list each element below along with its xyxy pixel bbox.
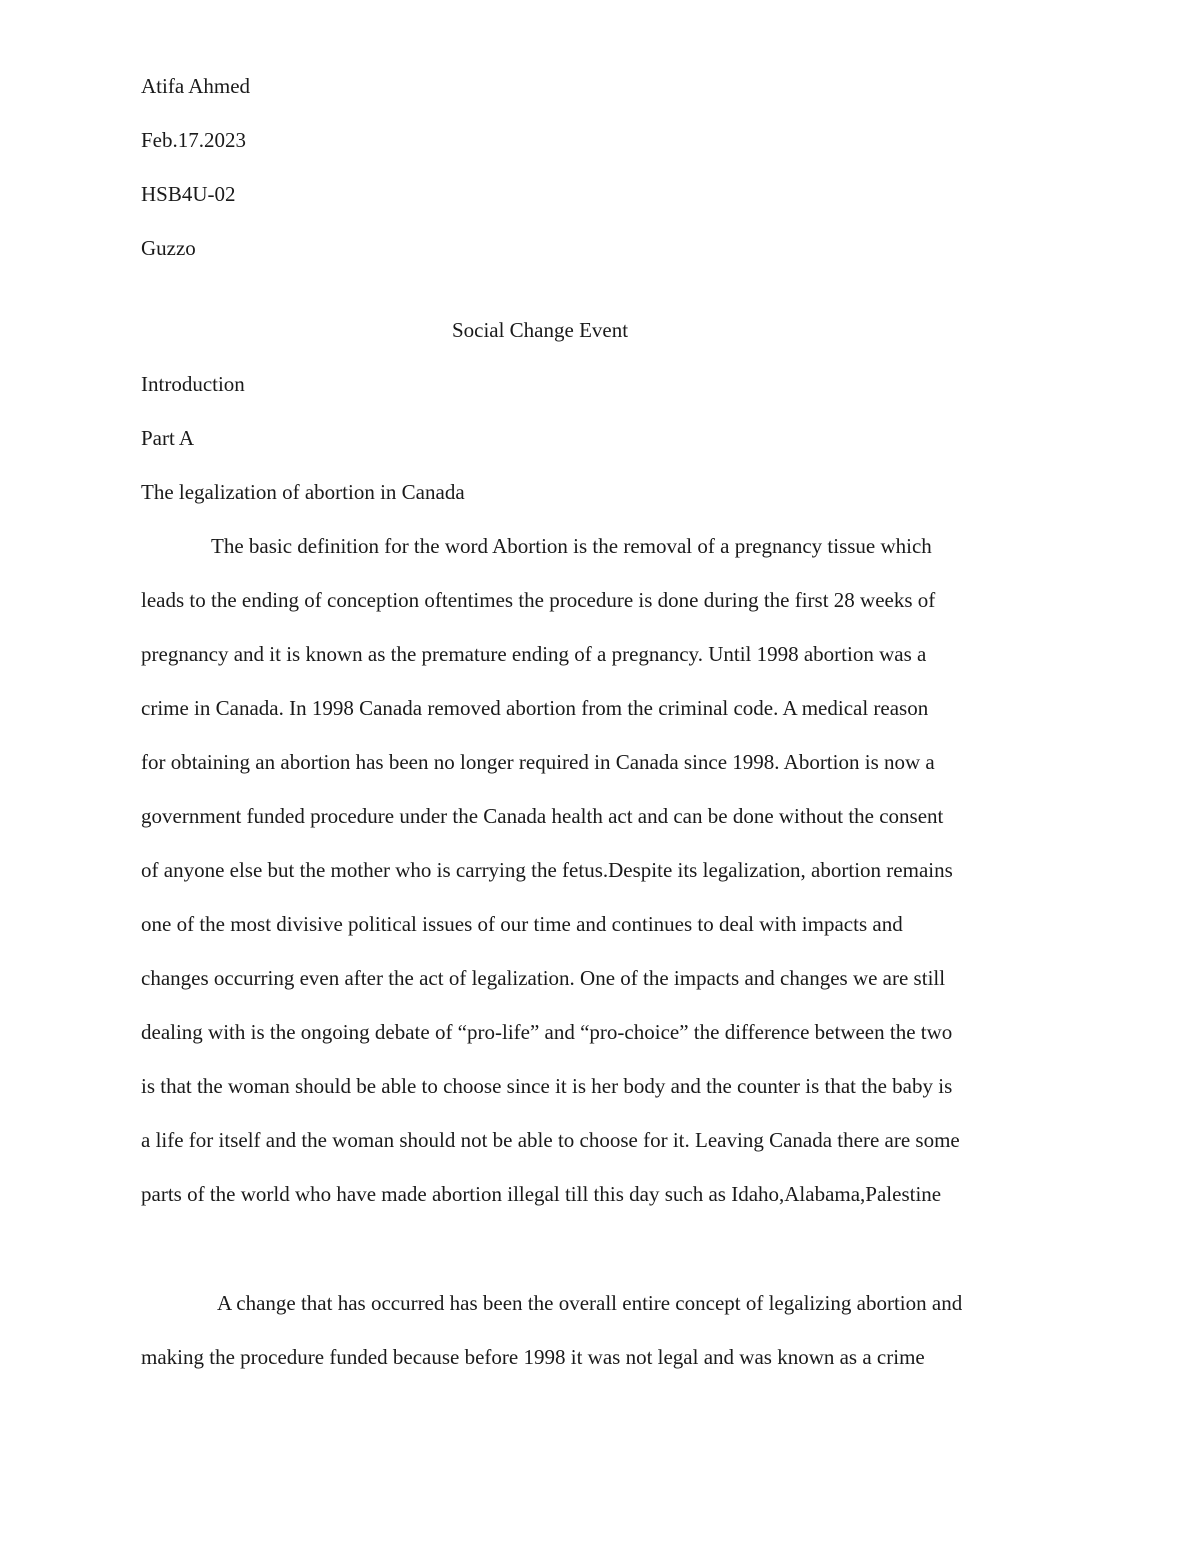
paragraph-line: dealing with is the ongoing debate of “pro-life” and “pro-choice” the difference between the two xyxy=(141,1020,953,1044)
document-date: Feb.17.2023 xyxy=(141,128,246,152)
paragraph-line: making the procedure funded because before 1998 it was not legal and was known as a crime xyxy=(141,1345,925,1369)
section-heading-introduction: Introduction xyxy=(141,372,245,396)
section-heading-topic: The legalization of abortion in Canada xyxy=(141,480,465,504)
section-heading-part: Part A xyxy=(141,426,195,450)
paragraph-line: leads to the ending of conception oftentimes the procedure is done during the first 28 weeks of xyxy=(141,588,936,612)
paragraph-line: one of the most divisive political issues of our time and continues to deal with impacts and xyxy=(141,912,903,936)
paragraph-line: a life for itself and the woman should not be able to choose for it. Leaving Canada there are some xyxy=(141,1128,960,1152)
author-name: Atifa Ahmed xyxy=(141,74,251,98)
teacher-name: Guzzo xyxy=(141,236,196,260)
paragraph-line: A change that has occurred has been the overall entire concept of legalizing abortion and xyxy=(217,1291,963,1315)
document-title: Social Change Event xyxy=(451,318,629,342)
paragraph-line: parts of the world who have made abortion illegal till this day such as Idaho,Alabama,Palestine xyxy=(141,1182,942,1206)
paragraph-line: of anyone else but the mother who is carrying the fetus.Despite its legalization, abortion remains xyxy=(141,858,953,882)
paragraph-line: changes occurring even after the act of legalization. One of the impacts and changes we are still xyxy=(141,966,946,990)
paragraph-line: The basic definition for the word Abortion is the removal of a pregnancy tissue which xyxy=(211,534,932,558)
paragraph-line: is that the woman should be able to choose since it is her body and the counter is that the baby is xyxy=(141,1074,953,1098)
paragraph-line: for obtaining an abortion has been no longer required in Canada since 1998. Abortion is now a xyxy=(141,750,935,774)
paragraph-line: pregnancy and it is known as the premature ending of a pregnancy. Until 1998 abortion was a xyxy=(141,642,927,666)
paragraph-line: crime in Canada. In 1998 Canada removed abortion from the criminal code. A medical reason xyxy=(141,696,929,720)
paragraph-line: government funded procedure under the Canada health act and can be done without the consent xyxy=(141,804,944,828)
course-code: HSB4U-02 xyxy=(141,182,236,206)
